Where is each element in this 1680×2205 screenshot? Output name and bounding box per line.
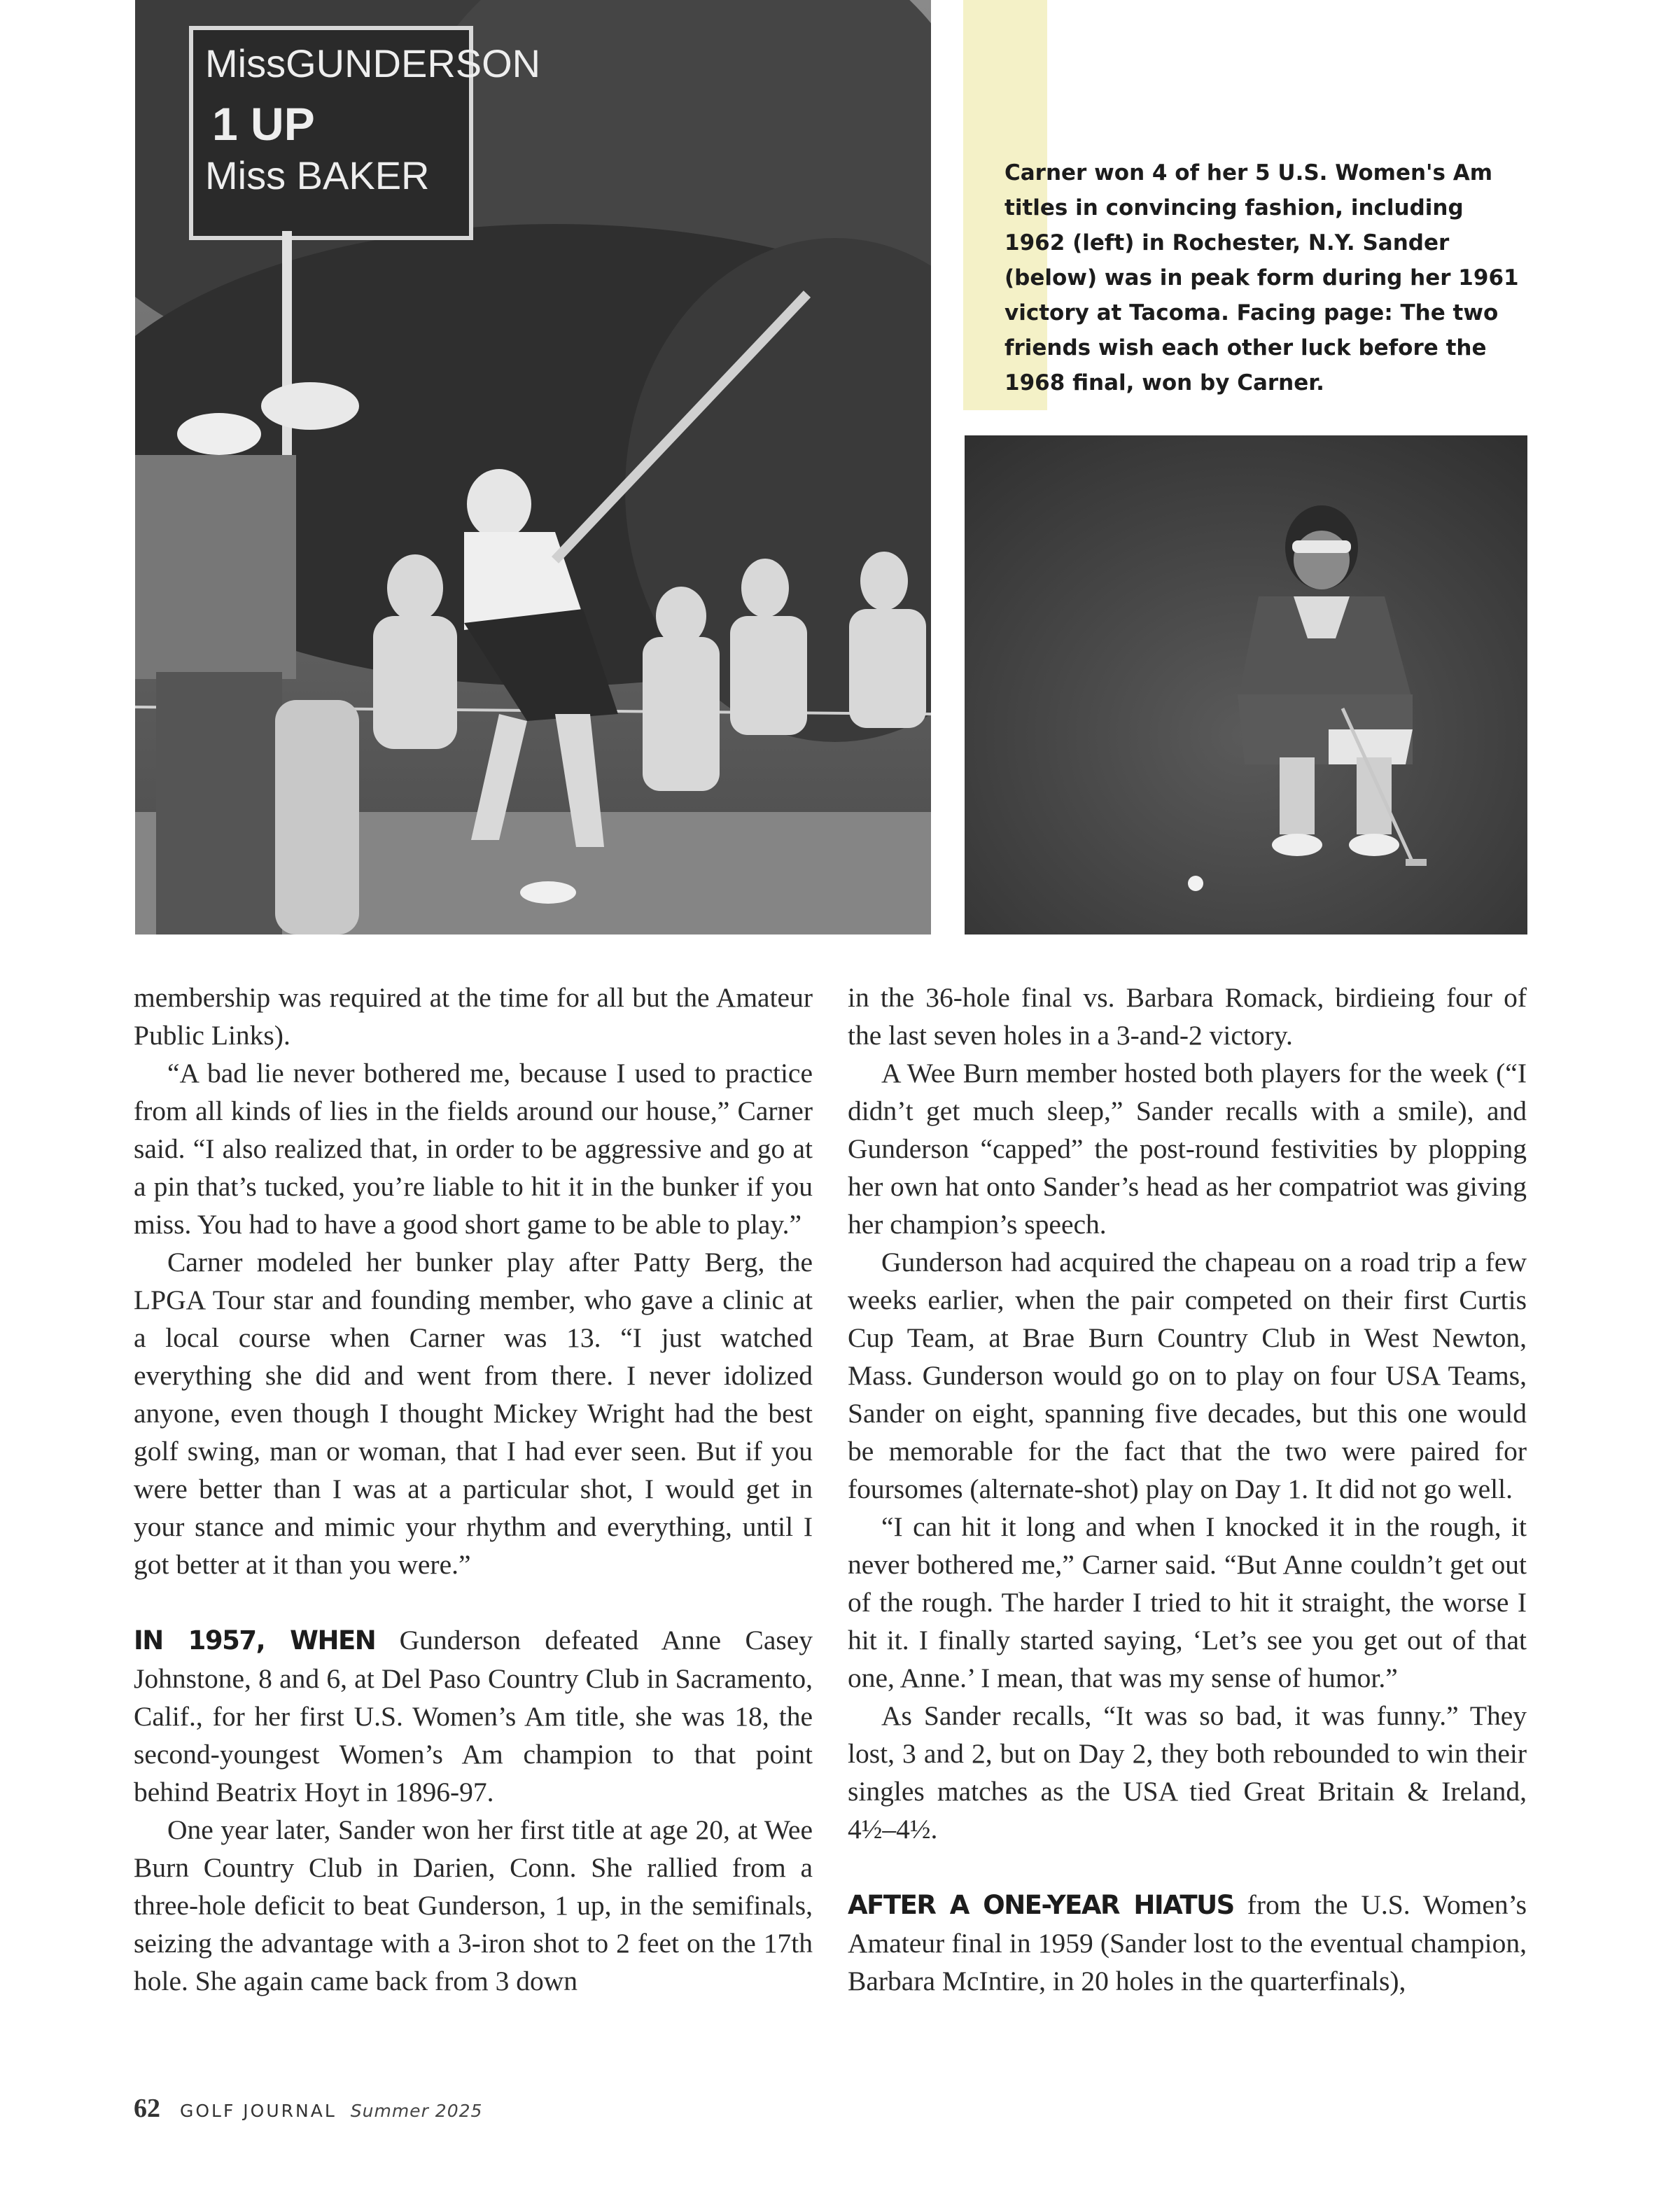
page-footer bbox=[134, 2093, 482, 2128]
section-paragraph bbox=[134, 1621, 813, 1811]
scoreboard-line-2: 1 UP bbox=[212, 98, 315, 150]
page-number: 62 bbox=[134, 2094, 160, 2123]
article-column-right bbox=[848, 979, 1527, 2000]
golfer-putt-illustration bbox=[965, 435, 1527, 934]
paragraph: membership was required at the time for all but the Amateur Public Links). bbox=[134, 982, 813, 1051]
scoreboard-line-1: MissGUNDERSON bbox=[205, 41, 541, 85]
section-lead-in: AFTER A ONE-YEAR HIATUS bbox=[848, 1890, 1234, 1920]
paragraph-text: Gunderson defeated Anne Casey Johnstone, 8 and 6, at Del Paso Country Club in Sacramento, Calif., for her first U.S. Women’s Am title, she was 18, the second-youngest Women’s Am champion to that point behind Beatrix Hoyt in 1896-97. bbox=[134, 1625, 813, 1807]
magazine-name: GOLF JOURNAL bbox=[180, 2101, 337, 2121]
golfer-tee-shot-photo bbox=[135, 0, 931, 934]
paragraph: One year later, Sander won her first title at age 20, at Wee Burn Country Club in Darien, Conn. She rallied from a three-hole deficit to beat Gunderson, 1 up, in the semifinals, seizing the advantage with a 3-iron shot to 2 feet on the 17th hole. She again came back from 3 down bbox=[134, 1814, 813, 1996]
section-paragraph bbox=[848, 1886, 1527, 2000]
section-lead-in: IN 1957, WHEN bbox=[134, 1625, 376, 1656]
scoreboard-line-3: Miss BAKER bbox=[205, 153, 430, 197]
issue-date: Summer 2025 bbox=[350, 2101, 483, 2121]
article-column-left bbox=[134, 979, 813, 2000]
golfer-crouching-putt-photo bbox=[965, 435, 1527, 934]
paragraph: Carner modeled her bunker play after Patty Berg, the LPGA Tour star and founding member, who gave a clinic at a local course when Carner was 13. “I just watched everything she did and went from there. I never idolized anyone, even though I thought Mickey Wright had the best golf swing, man or woman, that I had ever seen. But if you were better than I was at a particular shot, I would get in your stance and mimic your rhythm and everything, until I got better at it than you were.” bbox=[134, 1247, 813, 1580]
paragraph: “I can hit it long and when I knocked it in the rough, it never bothered me,” Carner said. “But Anne couldn’t get out of the rough. The harder I tried to hit it straight, the worse I hit it. I finally started saying, ‘Let’s see you get out of that one, Anne.’ I mean, that was my sense of humor.” bbox=[848, 1511, 1527, 1693]
paragraph: As Sander recalls, “It was so bad, it was funny.” They lost, 3 and 2, but on Day 2, they both rebounded to win their singles matches as the USA tied Great Britain & Ireland, 4½–4½. bbox=[848, 1700, 1527, 1844]
paragraph: “A bad lie never bothered me, because I used to practice from all kinds of lies in the fields around our house,” Carner said. “I also realized that, in order to be aggressive and go at a pin that’s tucked, you’re liable to hit it in the bunker if you miss. You had to have a good short game to be able to play.” bbox=[134, 1058, 813, 1240]
photo-caption: Carner won 4 of her 5 U.S. Women's Am titles in convincing fashion, including 1962 (left) in Rochester, N.Y. Sander (below) was in peak form during her 1961 victory at Tacoma. Facing page: The two friends wish each other luck before the 1968 final, won by Carner. bbox=[1004, 160, 1519, 396]
paragraph: A Wee Burn member hosted both players for the week (“I didn’t get much sleep,” Sander recalls with a smile), and Gunderson “capped” the post-round festivities by plopping her own hat onto Sander’s head as her compatriot was giving her champion’s speech. bbox=[848, 1058, 1527, 1240]
paragraph-text: from the U.S. Women’s Amateur final in 1959 (Sander lost to the eventual champion, Barbara McIntire, in 20 holes in the quarterfinals), bbox=[848, 1889, 1527, 1996]
paragraph: in the 36-hole final vs. Barbara Romack, birdieing four of the last seven holes in a 3-and-2 victory. bbox=[848, 982, 1527, 1051]
paragraph: Gunderson had acquired the chapeau on a road trip a few weeks earlier, when the pair competed on their first Curtis Cup Team, at Brae Burn Country Club in West Newton, Mass. Gunderson would go on to play on four USA Teams, Sander on eight, spanning five decades, but this one would be memorable for the fact that the two were paired for foursomes (alternate-shot) play on Day 1. It did not go well. bbox=[848, 1247, 1527, 1504]
golfer-tee-shot-illustration bbox=[135, 0, 931, 934]
